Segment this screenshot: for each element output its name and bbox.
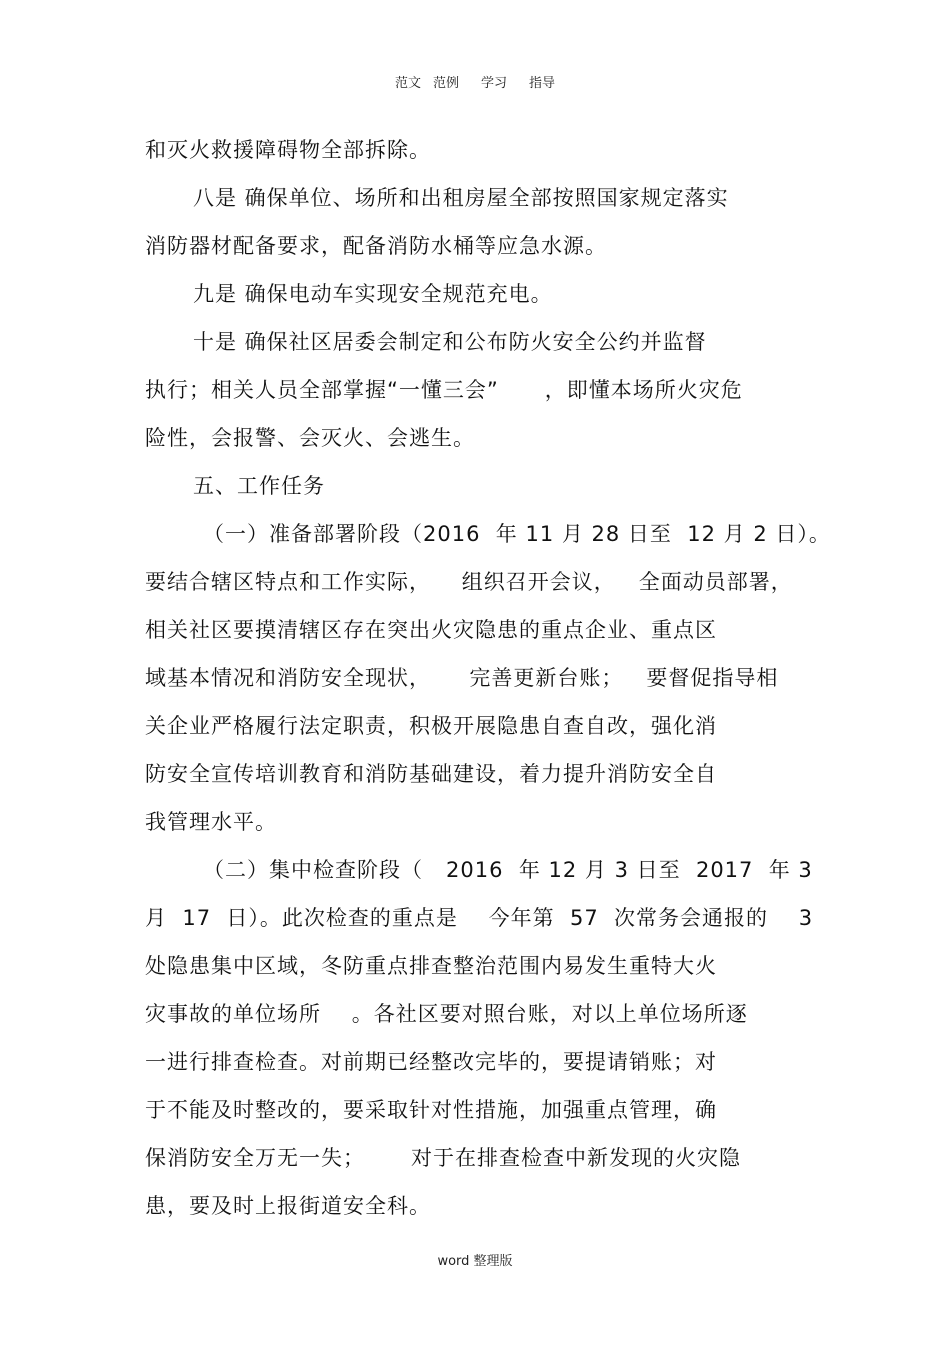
body-line: 十是 确保社区居委会制定和公布防火安全公约并监督	[193, 330, 707, 354]
header-item-xuexi: 学习	[481, 76, 508, 91]
page-footer: word 整理版	[437, 1254, 513, 1269]
body-line: 保消防安全万无一失； 对于在排查检查中新发现的火灾隐	[145, 1146, 742, 1170]
body-line: 灾事故的单位场所 。各社区要对照台账，对以上单位场所逐	[145, 1002, 748, 1026]
header-item-fanwen: 范文	[394, 76, 421, 91]
page-header	[0, 72, 950, 91]
header-item-fanli: 范例	[432, 76, 459, 91]
body-line: 九是 确保电动车实现安全规范充电。	[193, 282, 553, 306]
body-line: 月 17 日）。此次检查的重点是 今年第 57 次常务会通报的 3	[145, 906, 814, 930]
body-line: （二）集中检查阶段（ 2016 年 12 月 3 日至 2017 年 3	[203, 858, 813, 882]
body-line: 执行；相关人员全部掌握“一懂三会” ，即懂本场所火灾危	[145, 378, 743, 402]
body-line: 一进行排查检查。对前期已经整改完毕的，要提请销账；对	[145, 1050, 717, 1074]
body-line: 患，要及时上报街道安全科。	[145, 1194, 431, 1218]
body-line: 我管理水平。	[145, 810, 277, 834]
body-line: 相关社区要摸清辖区存在突出火灾隐患的重点企业、重点区	[145, 618, 717, 642]
body-line: （一）准备部署阶段（2016 年 11 月 28 日至 12 月 2 日）。	[203, 522, 831, 546]
header-item-zhidao: 指导	[529, 76, 556, 91]
body-line: 和灭火救援障碍物全部拆除。	[145, 138, 431, 162]
body-line: 防安全宣传培训教育和消防基础建设，着力提升消防安全自	[145, 762, 717, 786]
body-line: 处隐患集中区域，冬防重点排查整治范围内易发生重特大火	[145, 954, 717, 978]
body-line: 要结合辖区特点和工作实际， 组织召开会议， 全面动员部署，	[145, 570, 793, 594]
body-line: 八是 确保单位、场所和出租房屋全部按照国家规定落实	[193, 186, 729, 210]
body-line: 关企业严格履行法定职责，积极开展隐患自查自改，强化消	[145, 714, 717, 738]
section-heading: 五、工作任务	[193, 474, 325, 498]
body-line: 域基本情况和消防安全现状， 完善更新台账； 要督促指导相	[145, 666, 779, 690]
body-line: 消防器材配备要求，配备消防水桶等应急水源。	[145, 234, 607, 258]
body-line: 于不能及时整改的，要采取针对性措施，加强重点管理，确	[145, 1098, 717, 1122]
body-line: 险性，会报警、会灭火、会逃生。	[145, 426, 475, 450]
